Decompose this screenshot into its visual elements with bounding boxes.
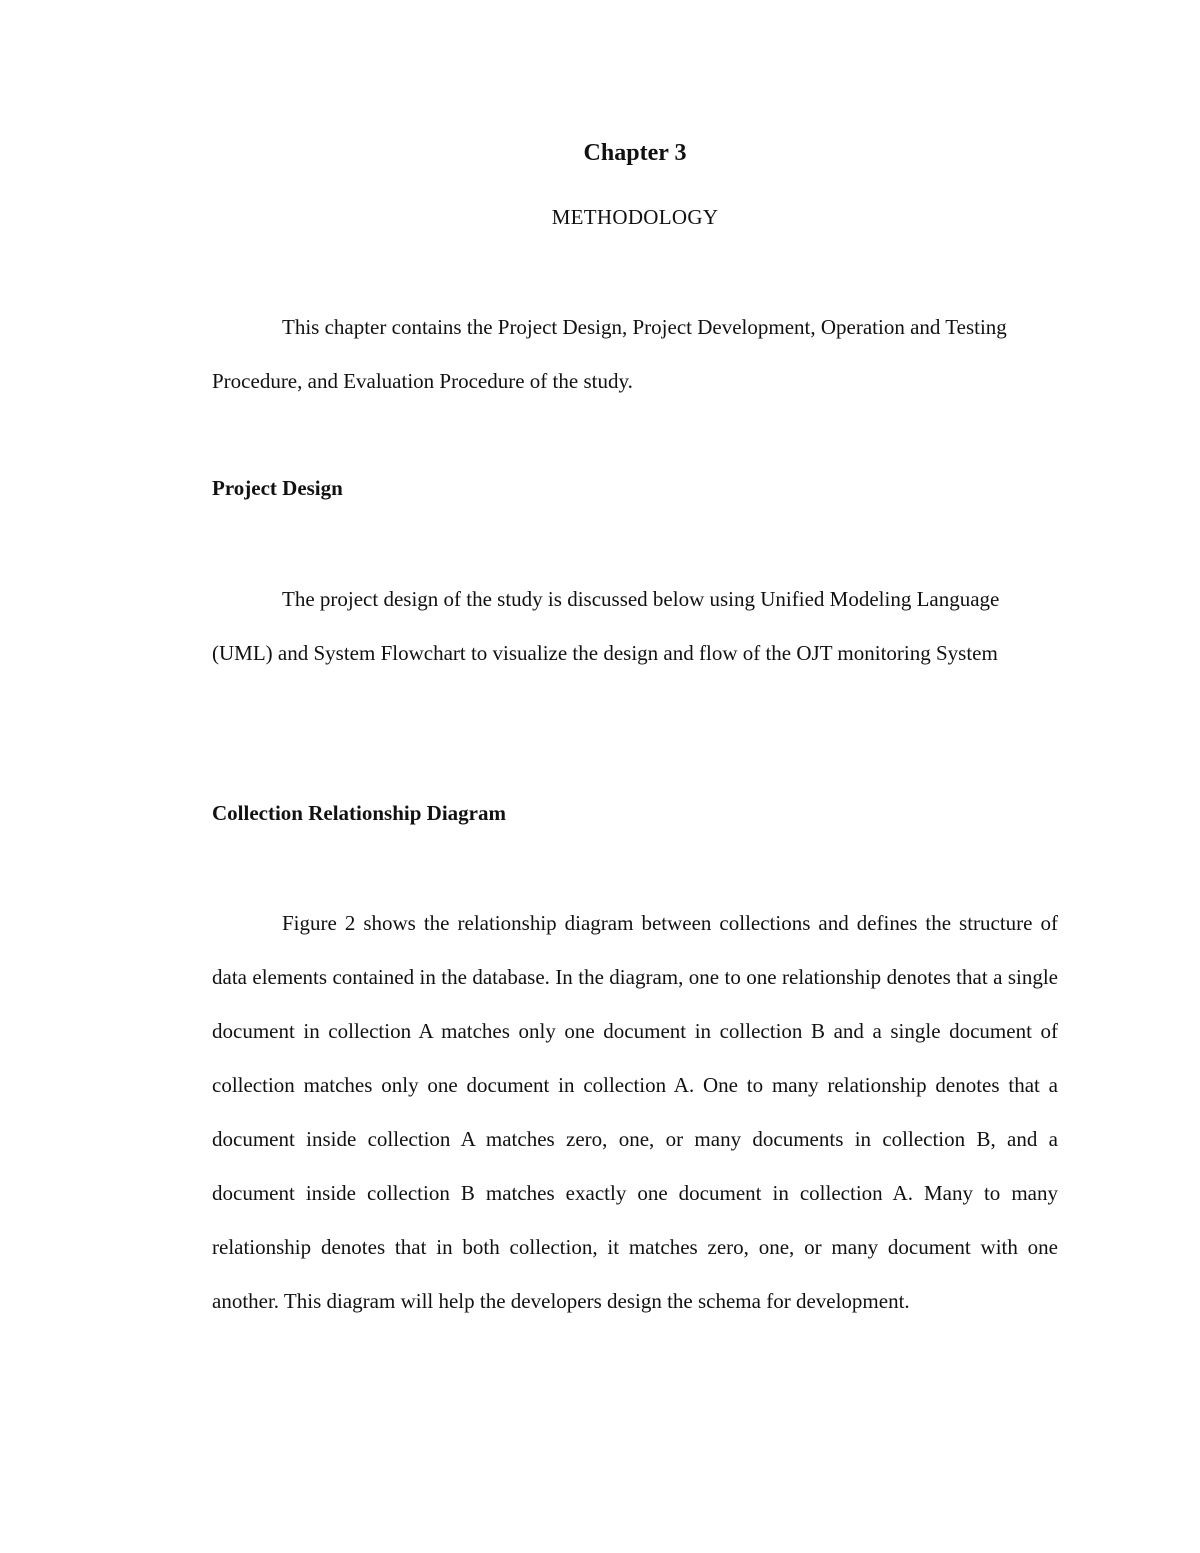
chapter-title: Chapter 3 bbox=[583, 140, 687, 166]
chapter-subtitle: METHODOLOGY bbox=[551, 205, 719, 229]
collection-diagram-heading: Collection Relationship Diagram bbox=[212, 801, 506, 825]
collection-diagram-paragraph: Figure 2 shows the relationship diagram between collections and defines the structure of data elements contained in the database. In the diagram, one to one relationship denotes that a single document in collection A matches only one document in collection B and a single document of collection matches only one document in collection A. One to many relationship denotes that a document inside collection A matches zero, one, or many documents in collection B, and a document inside collection B matches exactly one document in collection A. Many to many relationship denotes that in both collection, it matches zero, one, or many document with one another. This diagram will help the developers design the schema for development. bbox=[212, 911, 1058, 1313]
project-design-paragraph: The project design of the study is discussed below using Unified Modeling Language (UML) and System Flowchart to visualize the design and flow of the OJT monitoring System bbox=[212, 587, 1000, 665]
intro-paragraph: This chapter contains the Project Design, Project Development, Operation and Testing Procedure, and Evaluation Procedure of the study. bbox=[212, 315, 1007, 393]
project-design-heading: Project Design bbox=[212, 476, 343, 500]
